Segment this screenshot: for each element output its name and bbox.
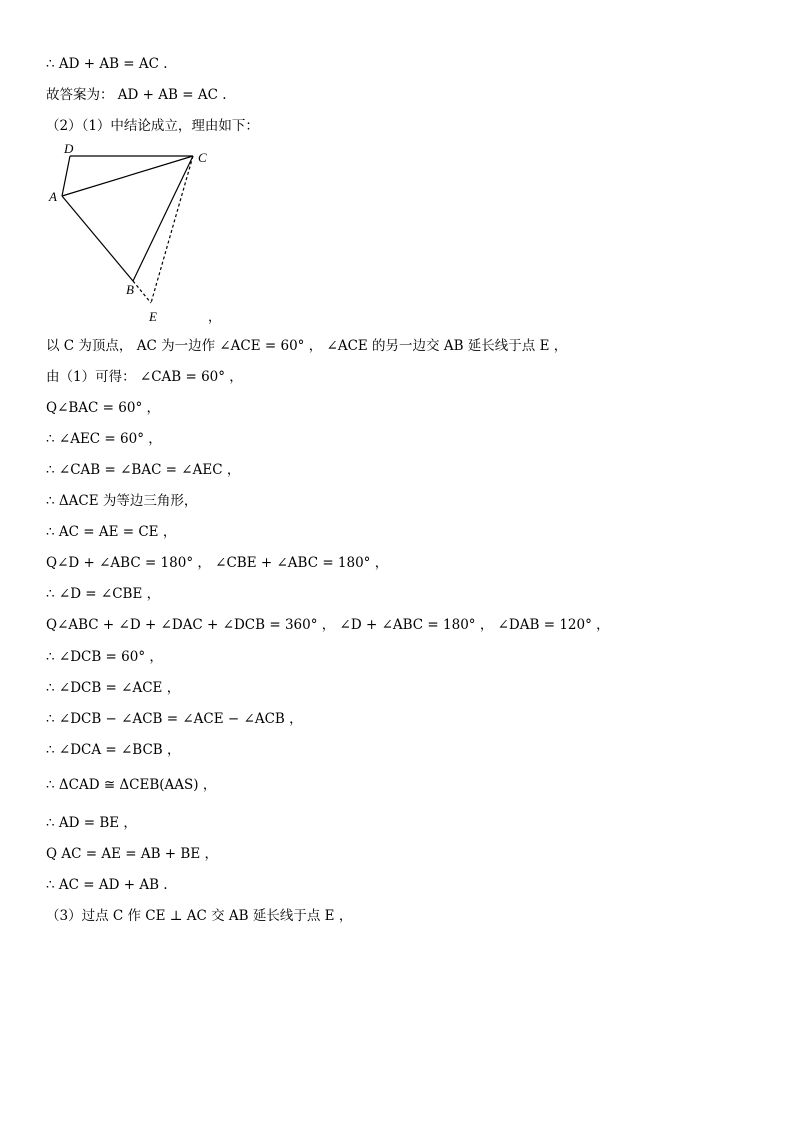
line-12: ∴ ∠D = ∠CBE ， [46, 586, 161, 602]
line-1: ∴ AD + AB = AC . [46, 56, 168, 72]
line-6: Q∠BAC = 60° ， [46, 400, 160, 416]
label-A: A [49, 189, 57, 204]
line-7: ∴ ∠AEC = 60° ， [46, 431, 162, 447]
line-4: 以 C 为顶点， AC 为一边作 ∠ACE = 60° ， ∠ACE 的另一边交 AB 延长线于点 E ， [46, 338, 568, 354]
segment-AC [62, 156, 193, 196]
line-14: ∴ ∠DCB = 60° ， [46, 649, 163, 665]
line-11: Q∠D + ∠ABC = 180° ， ∠CBE + ∠ABC = 180° ， [46, 555, 389, 571]
segment-AB [62, 196, 133, 281]
label-C: C [198, 150, 207, 165]
label-E: E [149, 309, 157, 324]
line-13: Q∠ABC + ∠D + ∠DAC + ∠DCB = 360° ， ∠D + ∠ABC = 180° ， ∠DAB = 120° ， [46, 617, 610, 633]
line-21: ∴ AC = AD + AB . [46, 877, 168, 893]
segment-BE-dashed [133, 281, 151, 303]
line-18: ∴ ΔCAD ≅ ΔCEB(AAS) ， [46, 777, 217, 793]
line-22: （3）过点 C 作 CE ⊥ AC 交 AB 延长线于点 E ， [46, 908, 353, 924]
line-3: （2）（1）中结论成立，理由如下： [46, 118, 259, 134]
geometry-figure [40, 138, 240, 328]
figure-comma: ， [208, 310, 222, 325]
segment-DA [62, 156, 70, 196]
label-B: B [126, 282, 134, 297]
line-15: ∴ ∠DCB = ∠ACE ， [46, 680, 181, 696]
line-19: ∴ AD = BE ， [46, 815, 137, 831]
line-16: ∴ ∠DCB − ∠ACB = ∠ACE − ∠ACB ， [46, 711, 303, 727]
line-2: 故答案为： AD + AB = AC . [46, 87, 227, 103]
line-20: Q AC = AE = AB + BE ， [46, 846, 218, 862]
line-10: ∴ AC = AE = CE ， [46, 524, 177, 540]
line-9: ∴ ΔACE 为等边三角形， [46, 493, 198, 509]
line-5: 由（1）可得： ∠CAB = 60° ， [46, 369, 243, 385]
label-D: D [64, 141, 74, 156]
line-8: ∴ ∠CAB = ∠BAC = ∠AEC ， [46, 462, 241, 478]
line-17: ∴ ∠DCA = ∠BCB ， [46, 742, 181, 758]
